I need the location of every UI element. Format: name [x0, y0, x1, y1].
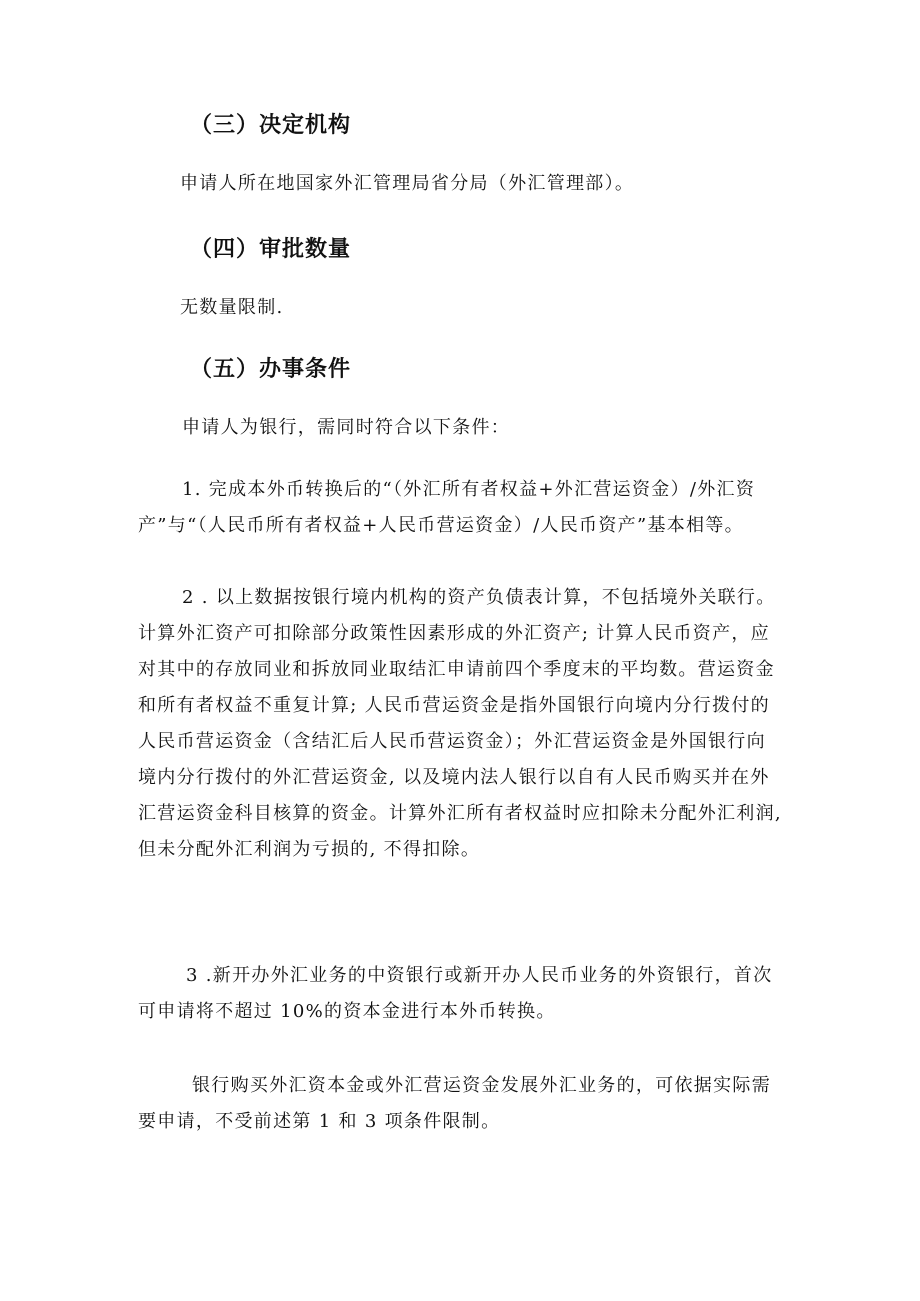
condition-item-2: [138, 580, 782, 868]
condition-item-2-line: 但未分配外汇利润为亏损的, 不得扣除。: [138, 839, 481, 860]
conditions-note: [138, 1068, 771, 1140]
condition-item-2-line: 境内分行拨付的外汇营运资金, 以及境内法人银行以自有人民币购买并在外: [138, 767, 770, 788]
section-heading-decision-authority: （三）决定机构: [190, 113, 352, 138]
condition-item-1: [138, 472, 755, 544]
conditions-note-line: 银行购买外汇资本金或外汇营运资金发展外汇业务的，可依据实际需: [192, 1075, 771, 1096]
section-body-decision-authority: 申请人所在地国家外汇管理局省分局（外汇管理部）。: [180, 173, 635, 194]
condition-item-2-line: 和所有者权益不重复计算; 人民币营运资金是指外国银行向境内分行拨付的: [138, 695, 770, 716]
condition-item-2-line: 汇营运资金科目核算的资金。计算外汇所有者权益时应扣除未分配外汇利润,: [138, 803, 782, 824]
condition-item-1-line: 1. 完成本外币转换后的“（外汇所有者权益+外汇营运资金）/外汇资: [182, 479, 756, 500]
condition-item-3: [138, 958, 773, 1030]
section-body-approval-quantity: 无数量限制.: [180, 297, 284, 318]
condition-item-2-line: 计算外汇资产可扣除部分政策性因素形成的外汇资产; 计算人民币资产，应: [138, 623, 770, 644]
condition-item-1-line: 产”与“（人民币所有者权益+人民币营运资金）/人民币资产”基本相等。: [138, 515, 744, 536]
condition-item-2-line: 对其中的存放同业和拆放同业取结汇申请前四个季度末的平均数。营运资金: [138, 659, 775, 680]
condition-item-2-line: 人民币营运资金（含结汇后人民币营运资金）；外汇营运资金是外国银行向: [138, 731, 766, 752]
condition-item-3-line: 3 .新开办外汇业务的中资银行或新开办人民币业务的外资银行，首次: [186, 965, 773, 986]
section-heading-conditions: （五）办事条件: [190, 357, 352, 382]
conditions-note-line: 要申请，不受前述第 1 和 3 项条件限制。: [138, 1111, 501, 1132]
condition-item-3-line: 可申请将不超过 10%的资本金进行本外币转换。: [138, 1001, 556, 1022]
condition-item-2-line: 2 . 以上数据按银行境内机构的资产负债表计算，不包括境外关联行。: [182, 587, 776, 608]
conditions-intro: 申请人为银行，需同时符合以下条件：: [182, 417, 511, 438]
section-heading-approval-quantity: （四）审批数量: [190, 237, 352, 262]
